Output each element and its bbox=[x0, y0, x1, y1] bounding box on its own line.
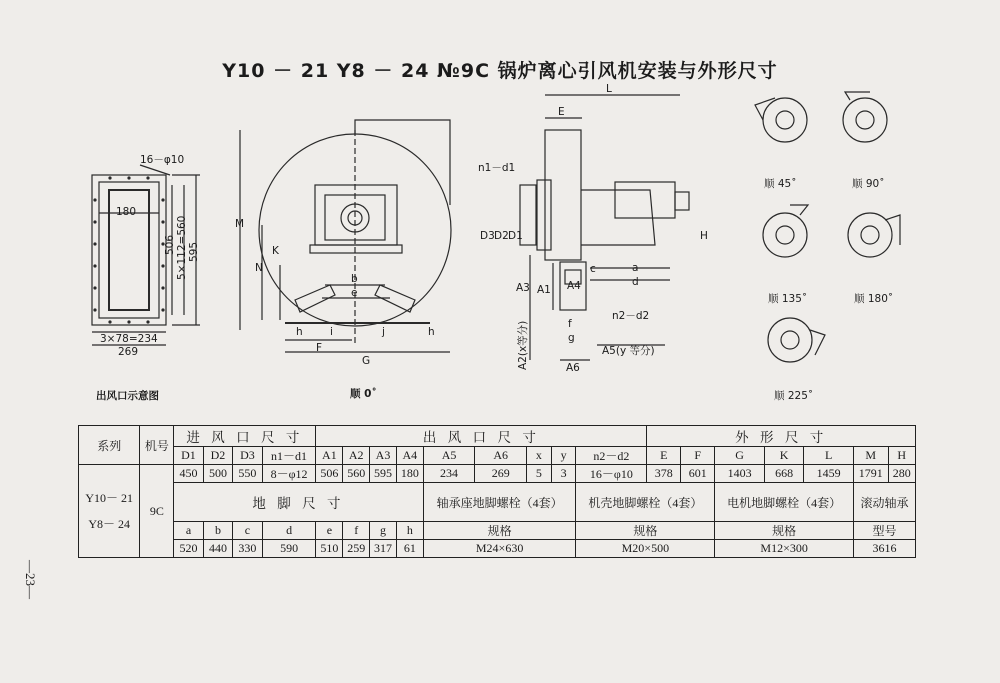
label-D2: D2 bbox=[494, 230, 509, 242]
col-head: D2 bbox=[203, 447, 232, 465]
header-outline: 外 形 尺 寸 bbox=[647, 426, 916, 447]
cell-value: 378 bbox=[647, 465, 681, 483]
label-N: N bbox=[255, 262, 263, 274]
label-b: b bbox=[351, 273, 358, 285]
col-head: D1 bbox=[174, 447, 203, 465]
cell-value: 330 bbox=[233, 540, 262, 558]
cell-value: 61 bbox=[396, 540, 423, 558]
label-e: e bbox=[351, 287, 358, 299]
series-1: Y10－ 21 bbox=[85, 491, 134, 505]
caption-225: 顺 225˚ bbox=[774, 390, 814, 402]
spec-table bbox=[78, 425, 916, 558]
col-head: c bbox=[233, 522, 262, 540]
page-title: Y10 － 21 Y8 － 24 №9C 锅炉离心引风机安装与外形尺寸 bbox=[222, 60, 778, 82]
col-head: A6 bbox=[475, 447, 527, 465]
outlet-caption: 出风口示意图 bbox=[96, 390, 159, 402]
spec-label: 规格 bbox=[715, 522, 854, 540]
label-180: 180 bbox=[116, 206, 137, 218]
cell-value: 510 bbox=[316, 540, 343, 558]
type-label: 型号 bbox=[854, 522, 916, 540]
col-head: G bbox=[715, 447, 765, 465]
label-E: E bbox=[558, 106, 565, 118]
col-head: g bbox=[370, 522, 397, 540]
label-i: i bbox=[330, 326, 333, 338]
col-head: M bbox=[854, 447, 888, 465]
cell-value: 506 bbox=[316, 465, 343, 483]
cell-value: 601 bbox=[681, 465, 715, 483]
cell-value: 234 bbox=[423, 465, 475, 483]
label-n1d1: n1－d1 bbox=[478, 162, 516, 174]
col-head: D3 bbox=[233, 447, 262, 465]
front-view-drawing bbox=[240, 120, 451, 352]
label-M: M bbox=[235, 218, 245, 230]
cell-value: 16－φ10 bbox=[576, 465, 647, 483]
table-row bbox=[79, 483, 916, 522]
cell-value: 590 bbox=[262, 540, 316, 558]
label-n2d2: n2－d2 bbox=[612, 310, 650, 322]
bearing-model-value: 3616 bbox=[854, 540, 916, 558]
label-A1: A1 bbox=[537, 284, 551, 296]
col-head: n1－d1 bbox=[262, 447, 316, 465]
label-A6: A6 bbox=[566, 362, 580, 374]
header-series: 系列 bbox=[79, 426, 140, 465]
label-K: K bbox=[272, 245, 279, 257]
label-595: 595 bbox=[188, 241, 200, 262]
label-A3: A3 bbox=[516, 282, 530, 294]
label-H: H bbox=[700, 230, 708, 242]
header-model: 机号 bbox=[140, 426, 174, 465]
label-h-left: h bbox=[296, 326, 303, 338]
cell-value: 1791 bbox=[854, 465, 888, 483]
side-view-drawing bbox=[520, 95, 689, 360]
label-560: 5×112=560 bbox=[176, 215, 188, 280]
col-head: a bbox=[174, 522, 203, 540]
label-G: G bbox=[362, 355, 371, 367]
cell-value: 280 bbox=[888, 465, 916, 483]
header-outlet: 出 风 口 尺 寸 bbox=[316, 426, 647, 447]
col-head: A2 bbox=[343, 447, 370, 465]
cell-value: 259 bbox=[343, 540, 370, 558]
col-head: b bbox=[203, 522, 232, 540]
label-D3: D3 bbox=[480, 230, 495, 242]
col-head: F bbox=[681, 447, 715, 465]
col-head: E bbox=[647, 447, 681, 465]
col-head: A3 bbox=[370, 447, 397, 465]
label-c: c bbox=[590, 263, 596, 275]
label-f: f bbox=[568, 318, 572, 330]
cell-value: 1459 bbox=[804, 465, 854, 483]
col-head: H bbox=[888, 447, 916, 465]
col-head: n2－d2 bbox=[576, 447, 647, 465]
header-inlet: 进 风 口 尺 寸 bbox=[174, 426, 316, 447]
cell-value: 595 bbox=[370, 465, 397, 483]
rotation-variants-drawing bbox=[755, 92, 900, 362]
series-cell bbox=[79, 465, 140, 558]
col-head: f bbox=[343, 522, 370, 540]
label-a: a bbox=[632, 262, 639, 274]
cell-value: 3 bbox=[551, 465, 576, 483]
label-A2: A2(x等分) bbox=[517, 320, 529, 370]
cell-value: 317 bbox=[370, 540, 397, 558]
table-row bbox=[79, 426, 916, 447]
table-row bbox=[79, 447, 916, 465]
cell-value: 440 bbox=[203, 540, 232, 558]
cell-value: 180 bbox=[396, 465, 423, 483]
motor-bolt-value: M12×300 bbox=[715, 540, 854, 558]
cell-value: 560 bbox=[343, 465, 370, 483]
header-bearing-bolt: 轴承座地脚螺栓（4套） bbox=[423, 483, 576, 522]
col-head: h bbox=[396, 522, 423, 540]
model-cell: 9C bbox=[140, 465, 174, 558]
cell-value: 5 bbox=[527, 465, 552, 483]
caption-180: 顺 180˚ bbox=[854, 293, 894, 305]
label-234: 3×78=234 bbox=[100, 333, 158, 345]
col-head: e bbox=[316, 522, 343, 540]
col-head: x bbox=[527, 447, 552, 465]
casing-bolt-value: M20×500 bbox=[576, 540, 715, 558]
table-row bbox=[79, 465, 916, 483]
cell-value: 500 bbox=[203, 465, 232, 483]
front-caption: 顺 0˚ bbox=[350, 388, 377, 400]
label-F: F bbox=[316, 342, 323, 354]
label-d: d bbox=[632, 276, 639, 288]
header-casing-bolt: 机壳地脚螺栓（4套） bbox=[576, 483, 715, 522]
spec-label: 规格 bbox=[423, 522, 576, 540]
header-motor-bolt: 电机地脚螺栓（4套） bbox=[715, 483, 854, 522]
label-D1: D1 bbox=[508, 230, 523, 242]
label-A5: A5(y 等分) bbox=[602, 345, 655, 357]
spec-label: 规格 bbox=[576, 522, 715, 540]
label-A4: A4 bbox=[567, 280, 581, 292]
cell-value: 1403 bbox=[715, 465, 765, 483]
label-j: j bbox=[382, 326, 385, 338]
table-row bbox=[79, 522, 916, 540]
label-g: g bbox=[568, 332, 575, 344]
label-L: L bbox=[606, 83, 612, 95]
col-head: K bbox=[764, 447, 803, 465]
table-row bbox=[79, 540, 916, 558]
label-bolt-holes: 16－φ10 bbox=[140, 154, 185, 166]
label-h-right: h bbox=[428, 326, 435, 338]
header-foot: 地 脚 尺 寸 bbox=[174, 483, 423, 522]
cell-value: 8－φ12 bbox=[262, 465, 316, 483]
cell-value: 668 bbox=[764, 465, 803, 483]
col-head: L bbox=[804, 447, 854, 465]
header-rolling-bearing: 滚动轴承 bbox=[854, 483, 916, 522]
caption-45: 顺 45˚ bbox=[764, 178, 797, 190]
col-head: d bbox=[262, 522, 316, 540]
label-269: 269 bbox=[118, 346, 139, 358]
caption-135: 顺 135˚ bbox=[768, 293, 808, 305]
col-head: y bbox=[551, 447, 576, 465]
col-head: A1 bbox=[316, 447, 343, 465]
cell-value: 269 bbox=[475, 465, 527, 483]
page-number: —23— bbox=[23, 560, 38, 599]
label-506: 506 bbox=[164, 234, 176, 255]
cell-value: 450 bbox=[174, 465, 203, 483]
col-head: A4 bbox=[396, 447, 423, 465]
cell-value: 520 bbox=[174, 540, 203, 558]
bearing-bolt-value: M24×630 bbox=[423, 540, 576, 558]
caption-90: 顺 90˚ bbox=[852, 178, 885, 190]
series-2: Y8－ 24 bbox=[88, 517, 131, 531]
cell-value: 550 bbox=[233, 465, 262, 483]
col-head: A5 bbox=[423, 447, 475, 465]
